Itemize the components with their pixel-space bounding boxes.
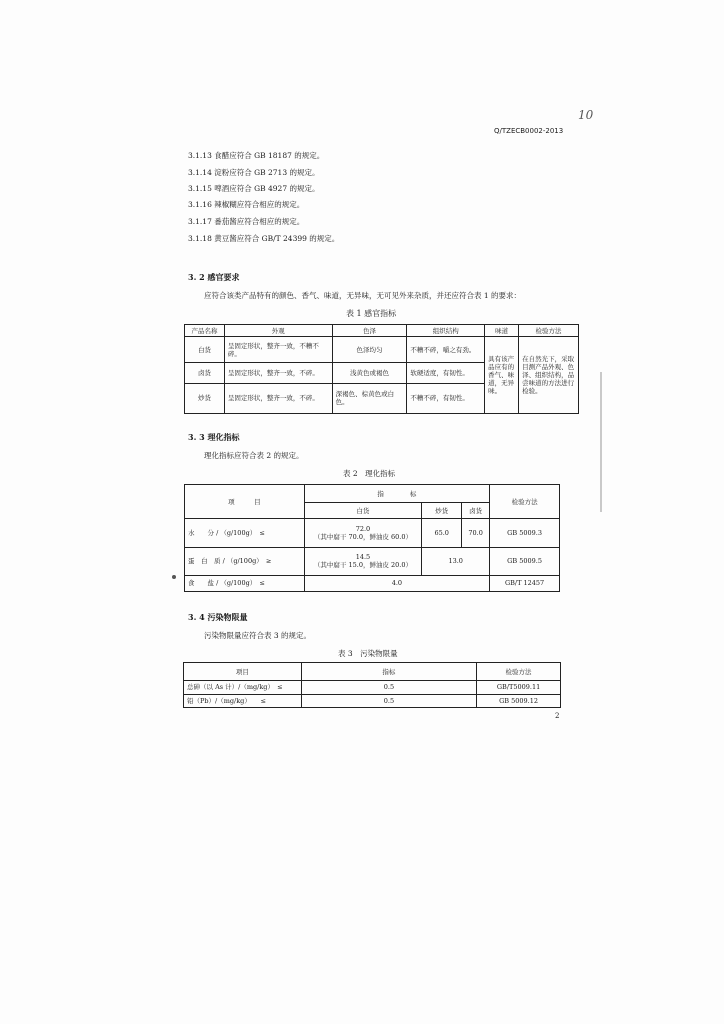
table2-note: （其中腐干 15.0，鲜油皮 20.0）: [313, 561, 412, 570]
table2-title: 表 2 理化指标: [343, 469, 396, 478]
table1-header-method: 检验方法: [519, 325, 579, 337]
section-heading-3-2: 3. 2 感官要求: [188, 272, 240, 282]
table1-cell-color: 深褐色、棕黄色或白色。: [332, 383, 407, 413]
table3-cell-item: 总砷（以 As 计）/（mg/kg） ≤: [184, 681, 302, 694]
table2-value: 14.5: [355, 553, 371, 562]
table2-cell-method: GB 5009.5: [490, 547, 560, 575]
clause-3-1-14: 3.1.14 淀粉应符合 GB 2713 的规定。: [188, 168, 320, 177]
table-row: [185, 337, 579, 363]
table3-header-value: 指标: [301, 663, 476, 681]
table1-header-color: 色泽: [332, 325, 407, 337]
table-row: [185, 575, 560, 591]
table-sensory: [184, 324, 579, 414]
section-intro-3-2: 应符合该类产品特有的颜色、香气、味道，无异味，无可见外来杂质，并还应符合表 1 的要求：: [204, 291, 522, 300]
table1-cell-name: 白货: [185, 337, 225, 363]
section-heading-3-3: 3. 3 理化指标: [188, 432, 240, 442]
table2-cell-item: 蛋 白 质 / （g/100g） ≥: [185, 547, 305, 575]
table-physicochemical: [184, 484, 560, 592]
table3-title: 表 3 污染物限量: [338, 649, 398, 658]
table1-cell-texture: 不糟不碎，嚼之有劲。: [407, 337, 485, 363]
handwritten-page-mark: 10: [578, 108, 594, 122]
table1-cell-appearance: 呈固定形状，整齐一致，不碎。: [224, 383, 332, 413]
table2-note: （其中腐干 70.0，鲜油皮 60.0）: [313, 532, 412, 541]
table-row: [185, 519, 560, 547]
table-row: [184, 694, 561, 707]
table2-subheader-luhuo: 卤货: [462, 503, 490, 519]
table2-subheader-baihuo: 白货: [304, 503, 422, 519]
table1-header-name: 产品名称: [185, 325, 225, 337]
table1-cell-name: 卤货: [185, 363, 225, 383]
table2-header-item: 项 目: [185, 485, 305, 519]
table2-cell-method: GB/T 12457: [490, 575, 560, 591]
table1-header-taste: 味道: [485, 325, 519, 337]
table2-cell-chao-lu: 13.0: [422, 547, 490, 575]
table3-cell-value: 0.5: [301, 694, 476, 707]
table-row: [185, 547, 560, 575]
table1-cell-appearance: 呈固定形状，整齐一致，不碎。: [224, 363, 332, 383]
table1-cell-method: 在自然光下，采取目测产品外观、色泽、组织结构，品尝味道的方法进行检验。: [519, 337, 579, 414]
table1-cell-appearance: 呈固定形状，整齐一致，不糟不碎。: [224, 337, 332, 363]
table2-header-method: 检验方法: [490, 485, 560, 519]
table2-cell-all: 4.0: [304, 575, 489, 591]
clause-3-1-15: 3.1.15 啤酒应符合 GB 4927 的规定。: [188, 184, 320, 193]
table1-title: 表 1 感官指标: [346, 309, 397, 318]
table1-header-texture: 组织结构: [407, 325, 485, 337]
table3-cell-method: GB/T5009.11: [477, 681, 561, 694]
table1-cell-texture: 软硬适度，有韧性。: [407, 363, 485, 383]
table-row: [184, 681, 561, 694]
table1-cell-color: 色泽均匀: [332, 337, 407, 363]
clause-3-1-16: 3.1.16 辣椒糊应符合相应的规定。: [188, 200, 305, 209]
table1-cell-name: 炒货: [185, 383, 225, 413]
scan-artifact: [600, 372, 602, 512]
table1-header-appearance: 外观: [224, 325, 332, 337]
scan-speck: [172, 575, 176, 579]
table2-cell-item: 食 盐 / （g/100g） ≤: [185, 575, 305, 591]
table1-cell-taste: 具有该产品应有的香气、味道，无异味。: [485, 337, 519, 414]
section-intro-3-4: 污染物限量应符合表 3 的规定。: [204, 631, 312, 640]
table3-cell-item: 铅（Pb）/（mg/kg） ≤: [184, 694, 302, 707]
table3-header-method: 检验方法: [477, 663, 561, 681]
table2-cell-chaohuo: 65.0: [422, 519, 462, 547]
table2-cell-baihuo: [304, 519, 422, 547]
table2-value: 72.0: [355, 524, 371, 533]
table3-cell-method: GB 5009.12: [477, 694, 561, 707]
table2-subheader-chaohuo: 炒货: [422, 503, 462, 519]
table-contaminants: [183, 662, 561, 708]
table2-cell-item: 水 分 / （g/100g） ≤: [185, 519, 305, 547]
table1-cell-color: 浅黄色或褐色: [332, 363, 407, 383]
clause-3-1-13: 3.1.13 食醋应符合 GB 18187 的规定。: [188, 151, 325, 160]
clause-3-1-18: 3.1.18 黄豆酱应符合 GB/T 24399 的规定。: [188, 234, 340, 243]
page-number: 2: [555, 712, 560, 720]
table3-cell-value: 0.5: [301, 681, 476, 694]
table2-cell-luhuo: 70.0: [462, 519, 490, 547]
clause-3-1-17: 3.1.17 番茄酱应符合相应的规定。: [188, 217, 305, 226]
section-intro-3-3: 理化指标应符合表 2 的规定。: [204, 451, 304, 460]
table2-header-index: 指 标: [304, 485, 489, 503]
standard-code: Q/TZECB0002-2013: [494, 127, 564, 135]
table3-header-item: 项目: [184, 663, 302, 681]
table1-cell-texture: 不糟不碎，有韧性。: [407, 383, 485, 413]
section-heading-3-4: 3. 4 污染物限量: [188, 612, 248, 622]
table2-cell-method: GB 5009.3: [490, 519, 560, 547]
table2-cell-baihuo: [304, 547, 422, 575]
